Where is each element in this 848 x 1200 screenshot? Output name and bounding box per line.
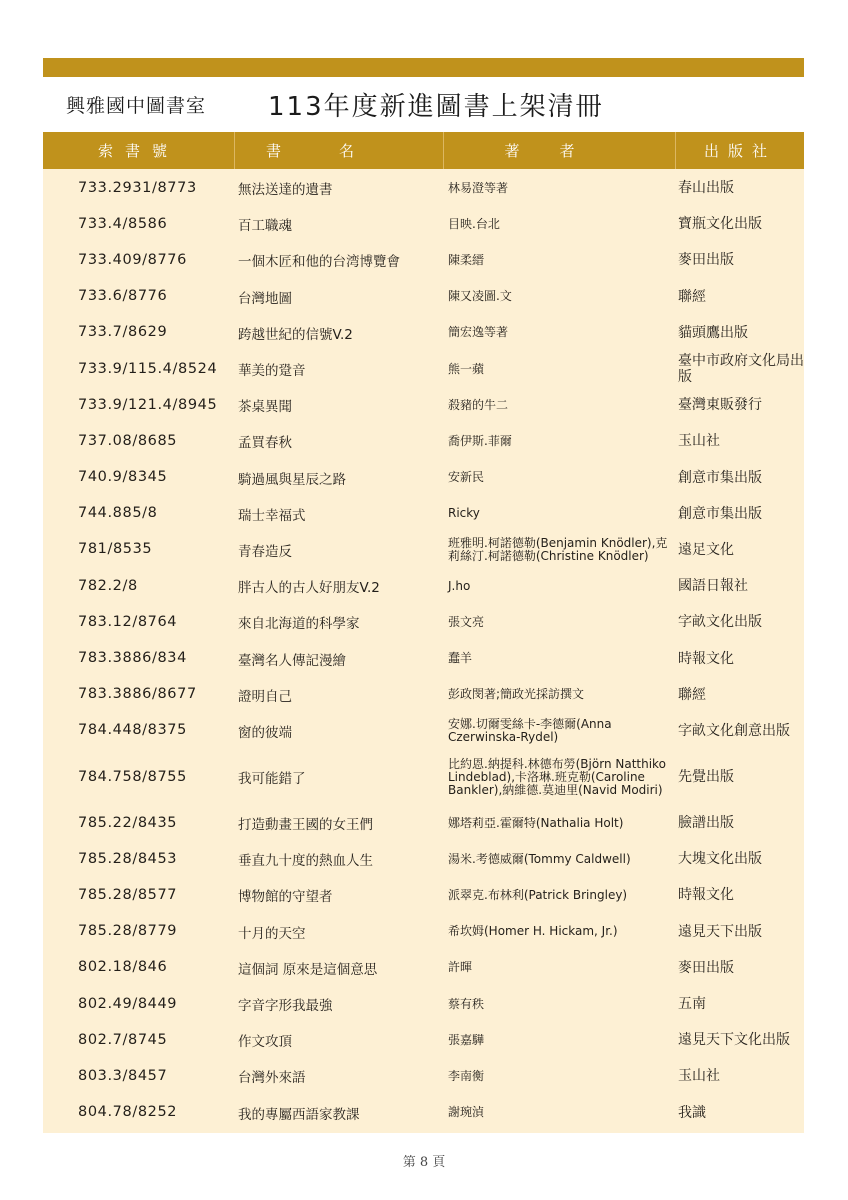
column-header-publisher: 出版社 <box>675 132 804 169</box>
cell-call-number: 785.28/8779 <box>78 923 178 940</box>
cell-publisher: 麥田出版 <box>678 959 734 976</box>
cell-book-title: 證明自己 <box>238 688 292 705</box>
table-header <box>43 132 804 169</box>
cell-book-title: 騎過風與星辰之路 <box>238 471 346 488</box>
cell-call-number: 733.6/8776 <box>78 288 168 305</box>
table-row <box>43 841 804 877</box>
cell-publisher: 臺灣東販發行 <box>678 397 762 414</box>
cell-book-title: 茶桌異聞 <box>238 399 292 416</box>
cell-book-title: 台灣地圖 <box>238 290 292 307</box>
cell-book-title: 瑞士幸福式 <box>238 507 306 524</box>
cell-author: Ricky <box>448 506 480 521</box>
cell-book-title: 台灣外來語 <box>238 1070 306 1087</box>
cell-book-title: 垂直九十度的熱血人生 <box>238 853 373 870</box>
column-header-call-number: 索書號 <box>97 142 179 160</box>
cell-author: 陳又凌圖.文 <box>448 289 512 304</box>
cell-call-number: 804.78/8252 <box>78 1104 178 1121</box>
cell-call-number: 802.49/8449 <box>78 995 178 1012</box>
cell-publisher: 創意市集出版 <box>678 469 762 486</box>
cell-call-number: 782.2/8 <box>78 577 138 594</box>
cell-call-number: 802.18/846 <box>78 959 168 976</box>
cell-book-title: 一個木匠和他的台湾博覽會 <box>238 254 400 271</box>
cell-author: 希坎姆(Homer H. Hickam, Jr.) <box>448 924 618 939</box>
table-row <box>43 805 804 841</box>
cell-book-title: 博物館的守望者 <box>238 889 333 906</box>
cell-call-number: 785.28/8577 <box>78 886 178 903</box>
table-row <box>43 351 804 387</box>
cell-publisher: 貓頭鷹出版 <box>678 324 748 341</box>
table-row <box>43 950 804 986</box>
cell-author: 殺豬的牛二 <box>448 397 509 412</box>
page-title: 113年度新進圖書上架清冊 <box>268 92 604 122</box>
cell-publisher: 遠見天下文化出版 <box>678 1032 790 1049</box>
cell-call-number: 733.409/8776 <box>78 251 187 268</box>
table-row <box>43 242 804 278</box>
cell-publisher: 麥田出版 <box>678 252 734 269</box>
cell-author: 娜塔莉亞.霍爾特(Nathalia Holt) <box>448 815 624 830</box>
cell-author: 安新民 <box>448 470 485 485</box>
cell-publisher: 時報文化 <box>678 650 734 667</box>
column-header-author: 著者 <box>443 132 675 169</box>
cell-author: 彭政閔著;簡政光採訪撰文 <box>448 687 585 702</box>
table-row <box>43 532 804 568</box>
cell-publisher: 寶瓶文化出版 <box>678 216 762 233</box>
table-row <box>43 206 804 242</box>
cell-publisher: 五南 <box>678 996 706 1013</box>
cell-call-number: 733.2931/8773 <box>78 179 197 196</box>
cell-author: 湯米.考德威爾(Tommy Caldwell) <box>448 851 631 866</box>
library-name: 興雅國中圖書室 <box>66 95 207 117</box>
cell-call-number: 784.758/8755 <box>78 768 187 785</box>
cell-author: 張文亮 <box>448 614 485 629</box>
cell-publisher: 春山出版 <box>678 180 734 197</box>
cell-book-title: 十月的天空 <box>238 925 306 942</box>
table-row <box>43 914 804 950</box>
cell-author: 派翠克.布林利(Patrick Bringley) <box>448 887 628 902</box>
cell-author: 陳柔縉 <box>448 252 485 267</box>
cell-author: 李南衡 <box>448 1068 485 1083</box>
cell-publisher: 創意市集出版 <box>678 505 762 522</box>
cell-call-number: 733.9/121.4/8945 <box>78 396 218 413</box>
cell-author: 謝琬湞 <box>448 1105 485 1120</box>
cell-call-number: 781/8535 <box>78 541 153 558</box>
cell-author: 簡宏逸等著 <box>448 325 509 340</box>
cell-author: 許暉 <box>448 960 473 975</box>
cell-book-title: 臺灣名人傳記漫繪 <box>238 652 346 669</box>
table-row <box>43 496 804 532</box>
cell-publisher: 時報文化 <box>678 887 734 904</box>
cell-publisher: 先覺出版 <box>678 769 734 785</box>
cell-author: J.ho <box>448 578 471 593</box>
cell-book-title: 無法送達的遺書 <box>238 182 333 199</box>
cell-publisher: 玉山社 <box>678 433 720 450</box>
table-row <box>43 568 804 604</box>
cell-call-number: 740.9/8345 <box>78 469 168 486</box>
cell-call-number: 783.12/8764 <box>78 613 178 630</box>
cell-publisher: 遠見天下出版 <box>678 923 762 940</box>
cell-book-title: 跨越世紀的信號V.2 <box>238 326 353 343</box>
cell-call-number: 733.7/8629 <box>78 324 168 341</box>
cell-call-number: 733.4/8586 <box>78 215 168 232</box>
cell-author: 班雅明.柯諾德勒(Benjamin Knödler),克莉絲汀.柯諾德勒(Christine Knödler) <box>448 535 668 563</box>
book-table <box>43 132 804 1133</box>
cell-call-number: 785.28/8453 <box>78 850 178 867</box>
cell-author: 喬伊斯.菲爾 <box>448 433 512 448</box>
cell-author: 蠢羊 <box>448 651 473 666</box>
table-row <box>43 604 804 640</box>
cell-publisher: 遠足文化 <box>678 541 734 558</box>
column-header-book-title: 書名 <box>234 132 443 169</box>
cell-author: 比約恩.納提科.林德布勞(Björn Natthiko Lindeblad),卡洛琳.班克勒(Caroline Bankler),納維德.莫迪里(Navid Modiri) <box>448 756 666 797</box>
table-row <box>43 1022 804 1058</box>
cell-call-number: 733.9/115.4/8524 <box>78 360 218 377</box>
page-number: 第 8 頁 <box>402 1155 446 1170</box>
cell-call-number: 784.448/8375 <box>78 722 187 739</box>
table-row <box>43 986 804 1022</box>
table-row <box>43 423 804 459</box>
cell-publisher: 臺中市政府文化局出版 <box>678 353 804 386</box>
cell-author: 林易澄等著 <box>448 180 509 195</box>
cell-call-number: 744.885/8 <box>78 505 158 522</box>
table-row <box>43 170 804 206</box>
cell-publisher: 大塊文化出版 <box>678 851 762 868</box>
cell-book-title: 字音字形我最強 <box>238 998 333 1015</box>
cell-author: 目映.台北 <box>448 216 500 231</box>
cell-author: 熊一蘋 <box>448 361 485 376</box>
cell-book-title: 胖古人的古人好朋友V.2 <box>238 580 380 597</box>
cell-book-title: 作文攻頂 <box>238 1034 292 1051</box>
cell-call-number: 783.3886/8677 <box>78 686 197 703</box>
table-row <box>43 713 804 749</box>
table-row <box>43 677 804 713</box>
cell-book-title: 我的專屬西語家教課 <box>238 1106 360 1123</box>
table-row <box>43 279 804 315</box>
table-row <box>43 460 804 496</box>
cell-book-title: 來自北海道的科學家 <box>238 616 360 633</box>
table-row <box>43 1058 804 1094</box>
cell-book-title: 窗的彼端 <box>238 724 292 741</box>
table-row <box>43 877 804 913</box>
cell-book-title: 青春造反 <box>238 543 292 560</box>
cell-publisher: 聯經 <box>678 686 706 703</box>
cell-publisher: 字畝文化創意出版 <box>678 722 790 739</box>
table-row <box>43 315 804 351</box>
cell-call-number: 737.08/8685 <box>78 432 178 449</box>
cell-book-title: 孟買春秋 <box>238 435 292 452</box>
cell-book-title: 百工職魂 <box>238 218 292 235</box>
cell-call-number: 803.3/8457 <box>78 1067 168 1084</box>
table-row <box>43 749 804 805</box>
cell-publisher: 字畝文化出版 <box>678 614 762 631</box>
cell-book-title: 這個詞 原來是這個意思 <box>238 961 378 978</box>
table-row <box>43 1095 804 1131</box>
header-accent-bar <box>43 58 804 77</box>
table-row <box>43 387 804 423</box>
cell-publisher: 玉山社 <box>678 1068 720 1085</box>
table-body <box>43 169 804 1133</box>
cell-author: 蔡有秩 <box>448 996 485 1011</box>
cell-publisher: 臉譜出版 <box>678 815 734 832</box>
cell-publisher: 聯經 <box>678 288 706 305</box>
cell-call-number: 785.22/8435 <box>78 814 178 831</box>
cell-call-number: 802.7/8745 <box>78 1031 168 1048</box>
cell-book-title: 華美的跫音 <box>238 363 306 380</box>
cell-call-number: 783.3886/834 <box>78 650 187 667</box>
cell-author: 安娜.切爾雯絲卡-李德爾(Anna Czerwinska-Rydel) <box>448 716 612 744</box>
cell-publisher: 國語日報社 <box>678 578 748 595</box>
cell-publisher: 我識 <box>678 1104 706 1121</box>
table-row <box>43 640 804 676</box>
cell-book-title: 我可能錯了 <box>238 771 306 787</box>
cell-author: 張嘉驊 <box>448 1032 485 1047</box>
cell-book-title: 打造動畫王國的女王們 <box>238 817 373 834</box>
